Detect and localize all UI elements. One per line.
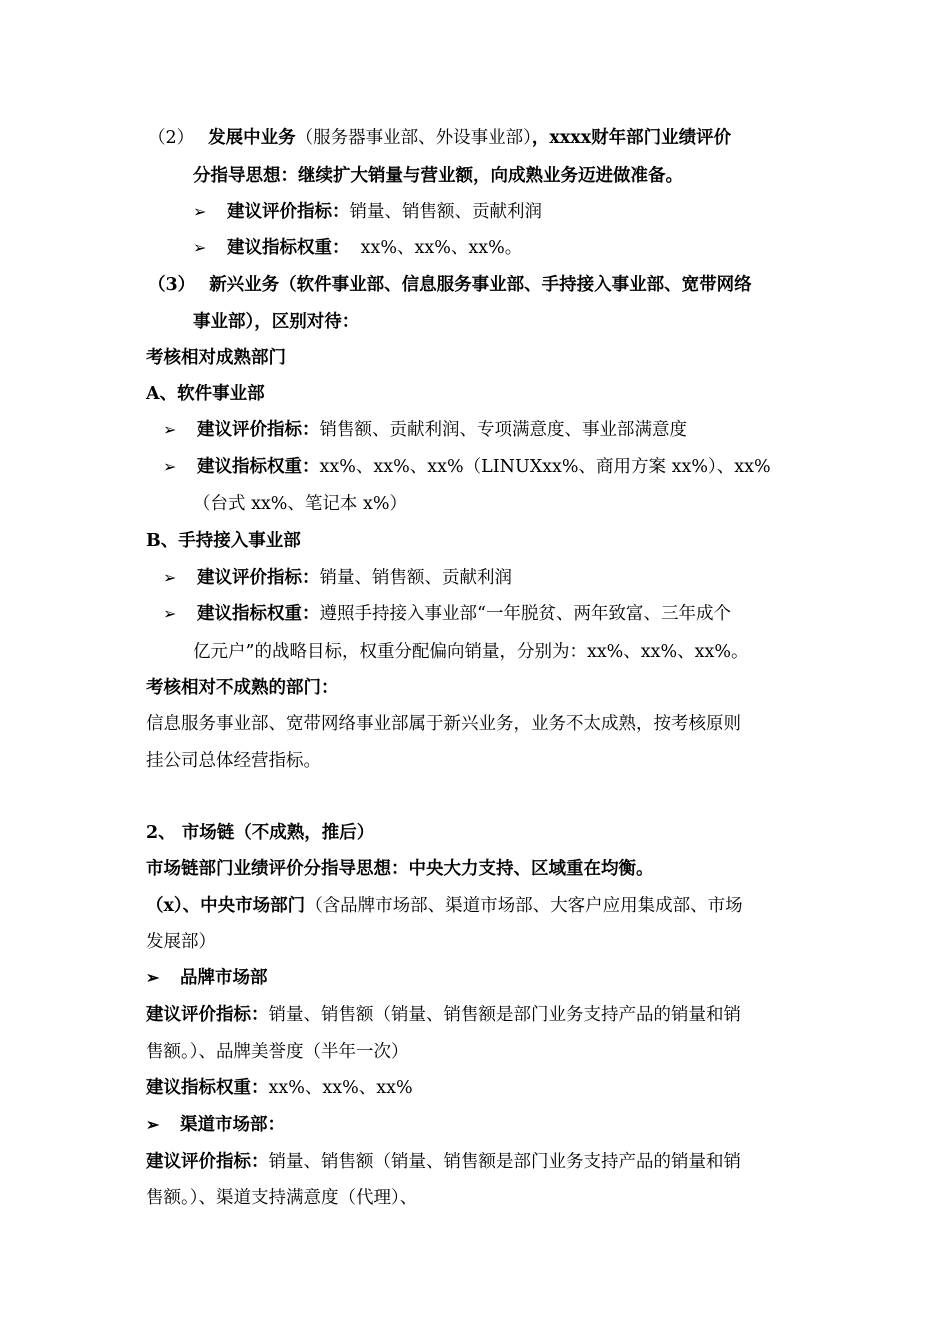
paragraph-line: 挂公司总体经营指标。 — [146, 751, 321, 771]
arrow-bullet-icon: ➢ — [146, 968, 160, 987]
arrow-bullet-icon: ➢ — [163, 457, 177, 476]
bullet-item — [193, 236, 522, 260]
guiding-idea-line: 市场链部门业绩评价分指导思想：中央大力支持、区域重在均衡。 — [146, 859, 654, 879]
item-label: 建议评价指标： — [197, 420, 320, 440]
arrow-bullet-icon: ➢ — [193, 238, 207, 257]
arrow-bullet-icon: ➢ — [193, 202, 207, 221]
item-value: 销量、销售额（销量、销售额是部门业务支持产品的销量和销 — [268, 1152, 741, 1172]
item-value-cont: （台式 xx%、笔记本 x%） — [193, 494, 407, 514]
bullet-item — [163, 566, 512, 590]
paragraph-line: 发展部） — [146, 932, 216, 952]
bullet-item — [163, 418, 687, 442]
item-label: 建议评价指标： — [227, 202, 350, 222]
bullet-item — [163, 455, 771, 479]
subheading: B、手持接入事业部 — [146, 531, 301, 551]
list-number: （3） — [148, 275, 196, 295]
arrow-bullet-icon: ➢ — [146, 1115, 160, 1134]
item-label: 建议评价指标： — [146, 1005, 269, 1025]
item-label: 建议指标权重： — [146, 1078, 269, 1098]
arrow-bullet-icon: ➢ — [163, 568, 177, 587]
paragraph-line: 信息服务事业部、宽带网络事业部属于新兴业务，业务不太成熟，按考核原则 — [146, 714, 741, 734]
item-label: 建议评价指标： — [146, 1152, 269, 1172]
paragraph-line — [146, 1003, 741, 1027]
arrow-bullet-icon: ➢ — [163, 604, 177, 623]
paragraph-line — [146, 1076, 413, 1100]
section-2-heading-line — [148, 126, 731, 150]
subheading: 考核相对成熟部门 — [146, 348, 286, 368]
bullet-heading — [146, 1113, 285, 1137]
bullet-heading-text: 渠道市场部： — [180, 1115, 285, 1135]
item-label: 建议指标权重： — [197, 457, 320, 477]
bullet-heading-text: 品牌市场部 — [180, 968, 268, 988]
guiding-idea-line: 分指导思想：继续扩大销量与营业额，向成熟业务迈进做准备。 — [193, 166, 683, 186]
fiscal-year-note: ，xxxx财年部门业绩评价 — [531, 128, 732, 148]
section-3-heading-line — [148, 273, 752, 297]
item-value: 销量、销售额、贡献利润 — [319, 568, 512, 588]
bullet-item — [193, 200, 542, 224]
item-value-cont: 亿元户”的战略目标，权重分配偏向销量，分别为：xx%、xx%、xx%。 — [193, 642, 749, 662]
item-value: 遵照手持接入事业部“一年脱贫、两年致富、三年成个 — [319, 604, 731, 624]
paragraph-line — [146, 1150, 741, 1174]
arrow-bullet-icon: ➢ — [163, 420, 177, 439]
section-heading: 2、 市场链（不成熟，推后） — [146, 823, 375, 843]
paragraph-line: 售额。）、渠道支持满意度（代理）、 — [146, 1188, 418, 1208]
bullet-heading — [146, 966, 268, 990]
item-value: 销售额、贡献利润、专项满意度、事业部满意度 — [319, 420, 687, 440]
item-label: 建议指标权重： — [197, 604, 320, 624]
subsection-note: （含品牌市场部、渠道市场部、大客户应用集成部、市场 — [305, 896, 743, 916]
subheading: A、软件事业部 — [146, 384, 265, 404]
departments-note: （服务器事业部、外设事业部） — [295, 128, 532, 148]
section-title: 新兴业务（软件事业部、信息服务事业部、手持接入事业部、宽带网络 — [209, 275, 752, 295]
item-value: xx%、xx%、xx%（LINUXxx%、商用方案 xx%）、xx% — [319, 457, 771, 477]
item-value: xx%、xx%、xx%。 — [349, 238, 523, 258]
section-3-heading-cont: 事业部），区别对待： — [193, 312, 360, 332]
list-number: （2） — [148, 128, 195, 148]
item-value: 销量、销售额、贡献利润 — [349, 202, 542, 222]
section-title: 发展中业务 — [208, 128, 296, 148]
item-value: xx%、xx%、xx% — [268, 1078, 413, 1098]
subsection-heading-line — [146, 894, 743, 918]
item-label: 建议评价指标： — [197, 568, 320, 588]
item-label: 建议指标权重： — [227, 238, 350, 258]
subsection-title: （x）、中央市场部门 — [146, 896, 306, 916]
item-value: 销量、销售额（销量、销售额是部门业务支持产品的销量和销 — [268, 1005, 741, 1025]
subheading: 考核相对不成熟的部门： — [146, 678, 339, 698]
bullet-item — [163, 602, 731, 626]
paragraph-line: 售额。）、品牌美誉度（半年一次） — [146, 1042, 409, 1062]
